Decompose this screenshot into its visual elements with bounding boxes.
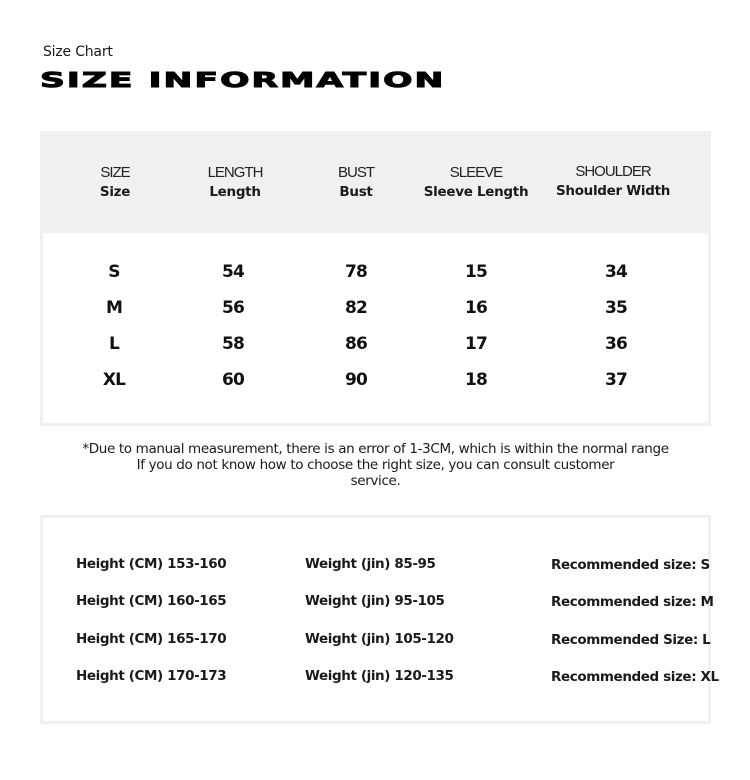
header-sublabel: Sleeve Length [423,184,529,200]
table-cell: 54 [221,262,245,282]
header-label: SIZE [100,164,130,181]
table-cell: 56 [221,298,245,318]
header-cell-sleeve [424,164,529,202]
size-recommendation-box [40,515,719,724]
recommended-size: Recommended size: M [551,594,714,610]
table-cell: 18 [464,370,488,390]
header-cell-size [100,164,130,202]
size-chart-subtitle: Size Chart [43,44,113,60]
header-label: LENGTH [207,164,263,181]
table-cell: 17 [464,334,488,354]
weight-range: Weight (jin) 95-105 [305,593,445,609]
table-cell: 37 [604,370,628,390]
table-cell: 78 [344,262,368,282]
table-cell: 60 [221,370,245,390]
table-cell: 82 [344,298,368,318]
height-range: Height (CM) 165-170 [76,631,227,647]
table-cell: 90 [344,370,368,390]
header-label: BUST [337,164,375,181]
table-cell: 16 [464,298,488,318]
height-range: Height (CM) 170-173 [76,668,227,684]
table-cell: 58 [221,334,245,354]
table-cell: 35 [604,298,628,318]
weight-range: Weight (jin) 85-95 [305,556,436,572]
note-line: *Due to manual measurement, there is an error of 1-3CM, which is within the normal range [82,441,669,457]
weight-range: Weight (jin) 105-120 [305,631,454,647]
size-information-title: SIZE INFORMATION [40,68,446,92]
table-cell: L [108,334,120,354]
header-label: SLEEVE [449,164,503,181]
header-sublabel: Shoulder Width [555,183,671,199]
table-cell: S [108,262,120,282]
header-cell-shoulder [556,163,670,201]
header-cell-length [208,164,263,202]
recommended-size: Recommended size: XL [551,669,719,685]
measurement-note [40,441,711,489]
size-table-body [43,233,708,423]
note-line: If you do not know how to choose the right size, you can consult customer [136,457,615,473]
header-label: SHOULDER [575,163,651,180]
header-sublabel: Length [209,184,261,200]
table-cell: M [105,298,123,318]
table-cell: 86 [344,334,368,354]
table-cell: 34 [604,262,628,282]
recommended-size: Recommended size: S [551,557,710,573]
size-recommendation-list [43,518,719,721]
header-sublabel: Size [99,184,131,200]
table-cell: XL [102,370,126,390]
recommended-size: Recommended Size: L [551,632,711,648]
table-cell: 15 [464,262,488,282]
height-range: Height (CM) 160-165 [76,593,227,609]
weight-range: Weight (jin) 120-135 [305,668,454,684]
size-table-header [40,131,711,233]
table-cell: 36 [604,334,628,354]
note-line: service. [350,473,401,489]
height-range: Height (CM) 153-160 [76,556,227,572]
header-cell-bust [338,164,374,202]
header-sublabel: Bust [339,184,373,200]
size-table [40,131,711,426]
